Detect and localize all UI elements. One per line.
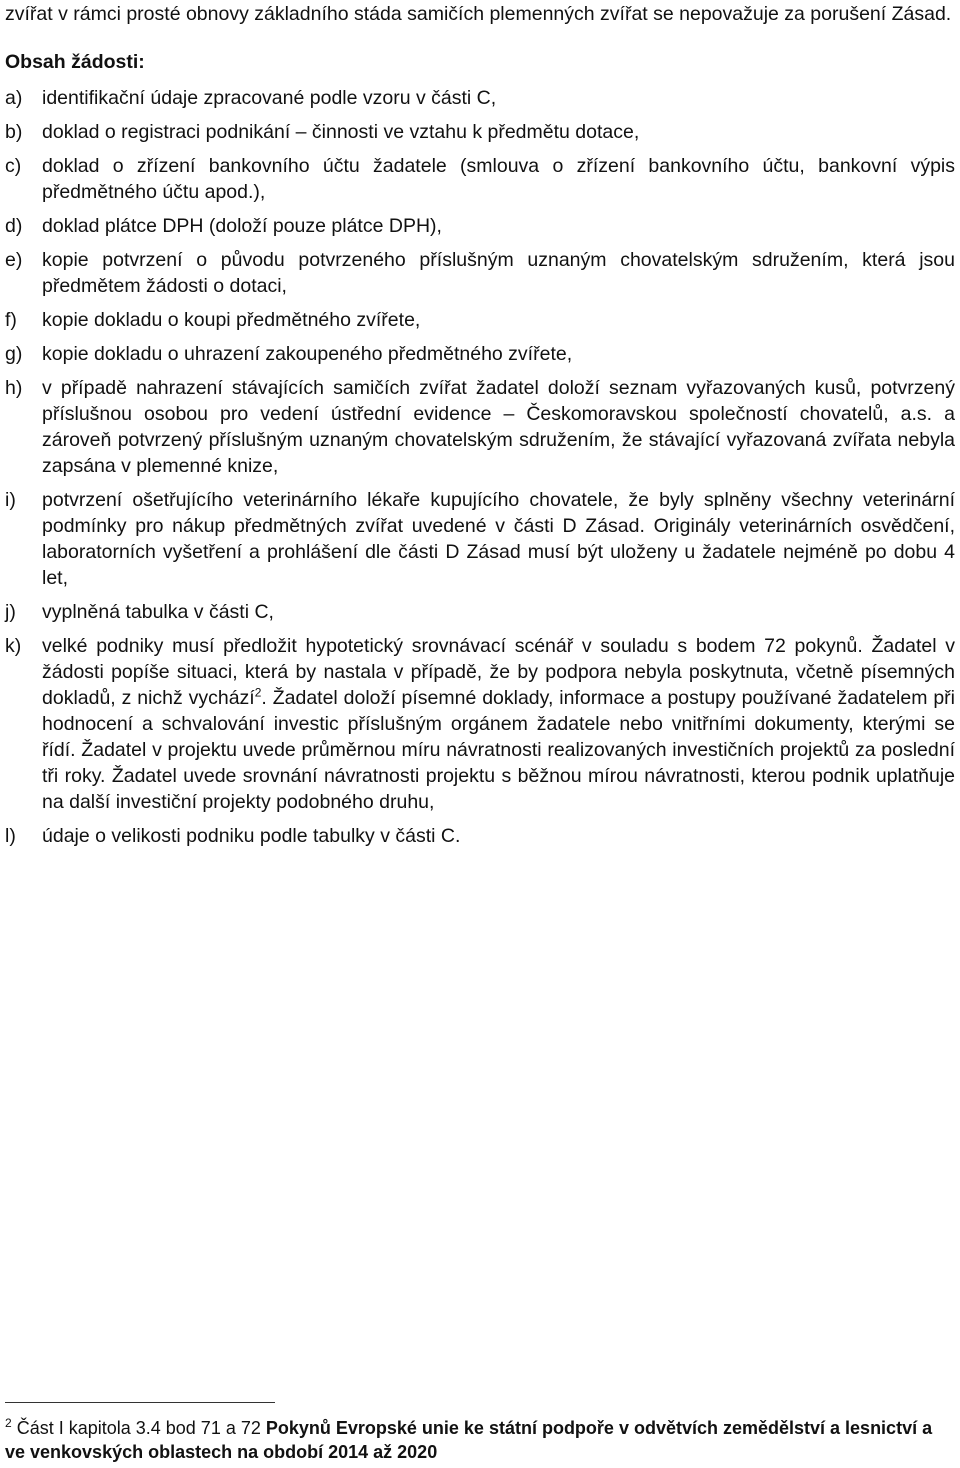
list-marker: e) <box>5 249 23 271</box>
list-item-i <box>5 487 955 591</box>
list-item-text: potvrzení ošetřujícího veterinárního lékaře kupujícího chovatele, že byly splněny všechny veterinární podmínky pro nákup předmětných zvířat uvedené v části D Zásad. Originály veterinárních osvědčení, laboratorních vyšetření a prohlášení dle části D Zásad musí být uloženy u žadatele nejméně po dobu 4 let, <box>42 489 955 589</box>
list-marker: l) <box>5 825 16 847</box>
intro-paragraph: zvířat v rámci prosté obnovy základního stáda samičích plemenných zvířat se nepovažuje za porušení Zásad. <box>5 3 952 25</box>
list-marker: g) <box>5 343 23 365</box>
list-item-j <box>5 599 955 625</box>
list-item-l <box>5 823 955 849</box>
list-marker: c) <box>5 155 22 177</box>
footnote-reference: 2 <box>254 685 262 700</box>
list-item-text <box>42 633 955 815</box>
list-marker: a) <box>5 87 23 109</box>
list-item-h <box>5 375 955 479</box>
section-heading: Obsah žádosti: <box>5 51 145 73</box>
footnote-text: Část I kapitola 3.4 bod 71 a 72 <box>11 1418 266 1438</box>
list-item-text: doklad o registraci podnikání – činnosti ve vztahu k předmětu dotace, <box>42 121 640 143</box>
list-item-k <box>5 633 955 815</box>
list-item-text: údaje o velikosti podniku podle tabulky v části C. <box>42 825 461 847</box>
list-marker: j) <box>5 601 16 623</box>
list-item-text: kopie dokladu o uhrazení zakoupeného předmětného zvířete, <box>42 343 573 365</box>
footnote-source-title: Pokynů Evropské unie ke státní podpoře v odvětvích zemědělství a lesnictví a ve venkovských oblastech na období 2014 až 2020 <box>5 1418 933 1462</box>
list-item-text: identifikační údaje zpracované podle vzoru v části C, <box>42 87 497 109</box>
list-marker: k) <box>5 635 22 657</box>
list-item-text-part: . Žadatel doloží písemné doklady, informace a postupy používané žadatelem při hodnocení a schvalování investic příslušným orgánem žadatele nebo vnitřními dokumenty, kterými se řídí. Žadatel v projektu uvede průměrnou míru návratnosti realizovaných investičních projektů za poslední tři roky. Žadatel uvede srovnání návratnosti projektu s běžnou mírou návratnosti, kterou podnik uplatňuje na další investiční projekty podobného druhu, <box>42 687 955 813</box>
list-item-text: doklad plátce DPH (doloží pouze plátce DPH), <box>42 215 442 237</box>
list-item-e <box>5 247 955 299</box>
list-item-text: doklad o zřízení bankovního účtu žadatele (smlouva o zřízení bankovního účtu, bankovní výpis předmětného účtu apod.), <box>42 155 955 203</box>
footnote-separator <box>5 1402 275 1403</box>
requirements-list <box>5 85 955 849</box>
list-marker: f) <box>5 309 17 331</box>
list-item-text: kopie potvrzení o původu potvrzeného příslušným uznaným chovatelským sdružením, která jsou předmětem žádosti o dotaci, <box>42 249 955 297</box>
list-item-text: vyplněná tabulka v části C, <box>42 601 274 623</box>
document-page <box>5 0 955 857</box>
list-item-text: v případě nahrazení stávajících samičích zvířat žadatel doloží seznam vyřazovaných kusů, potvrzený příslušnou osobou pro vedení ústřední evidence – Českomoravskou společností chovatelů, a.s. a zároveň potvrzený příslušným uznaným chovatelským sdružením, že stávající vyřazovaná zvířata nebyla zapsána v plemenné knize, <box>42 377 955 477</box>
footnote-number: 2 <box>5 1416 12 1430</box>
list-marker: b) <box>5 121 23 143</box>
list-marker: d) <box>5 215 23 237</box>
list-marker: h) <box>5 377 23 399</box>
list-item-text-part: velké podniky musí předložit hypotetický srovnávací scénář v souladu s bodem 72 pokynů. Žadatel v žádosti popíše situaci, která by nastala v případě, že by podpora nebyla poskytnuta, včetně písemných dokladů, z nichž vychází <box>42 635 955 709</box>
list-item-g <box>5 341 955 367</box>
list-item-text: kopie dokladu o koupi předmětného zvířete, <box>42 309 421 331</box>
list-item-c <box>5 153 955 205</box>
list-marker: i) <box>5 489 16 511</box>
list-item-a <box>5 85 955 111</box>
list-item-b <box>5 119 955 145</box>
list-item-f <box>5 307 955 333</box>
footnote <box>5 1416 955 1464</box>
list-item-d <box>5 213 955 239</box>
